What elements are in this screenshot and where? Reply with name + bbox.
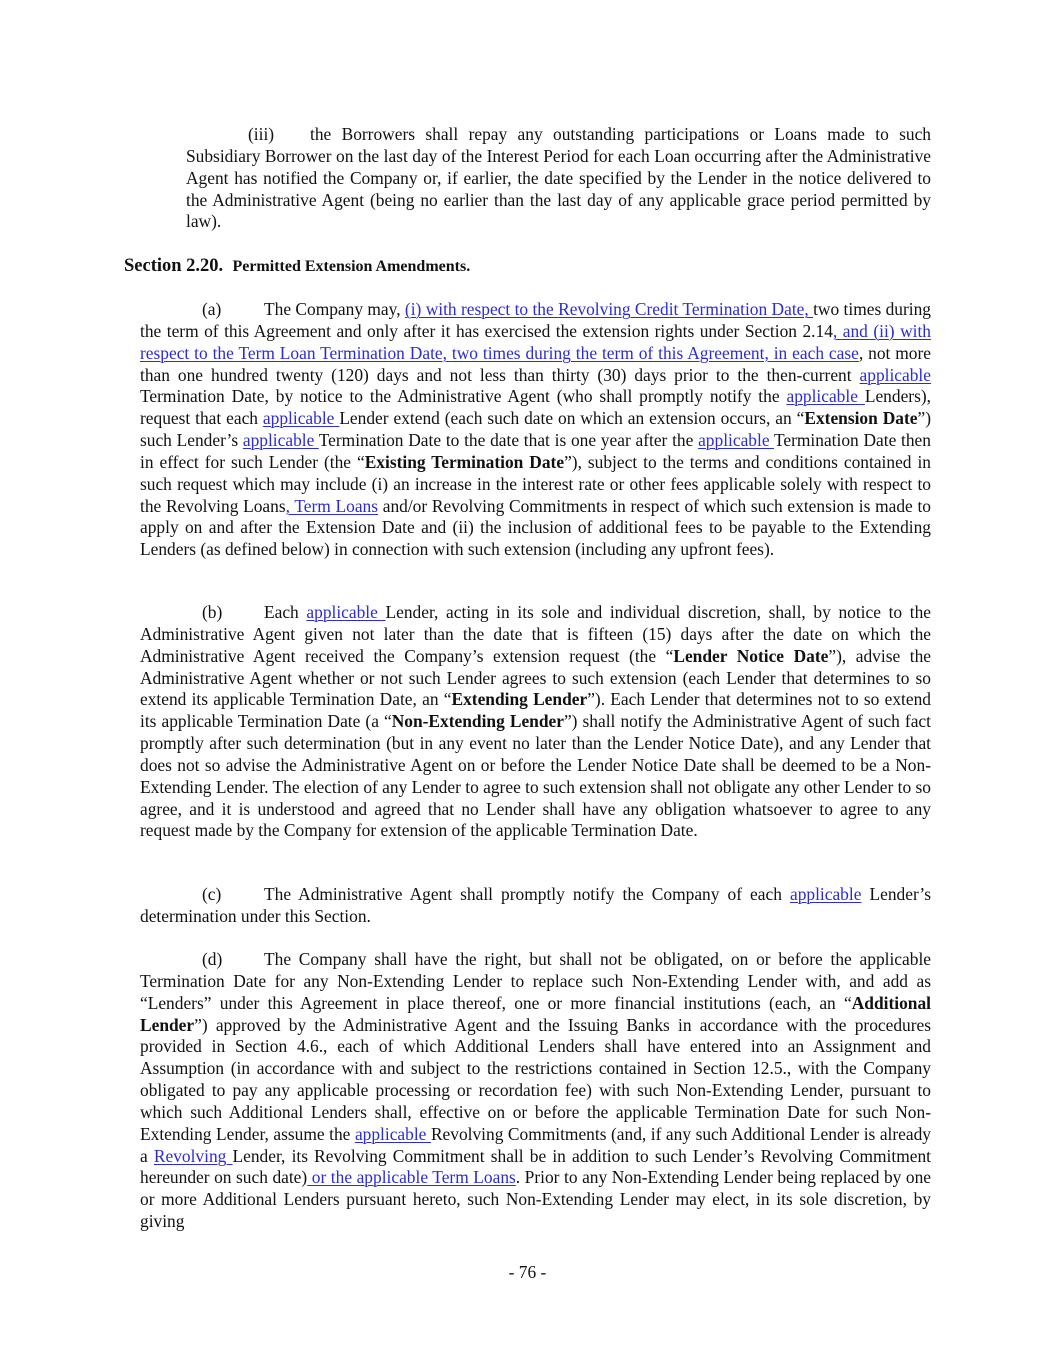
body-text: the Borrowers shall repay any outstanding participations or Loans made to such Subsidiary Borrower on the last day of the Interest Period for each Loan occurring after the Administrative Agent has notified the Company or, if earlier, the date specified by the Lender in the notice delivered to the Administrative Agent (being no earlier than the last day of any applicable grace period permitted by law). (186, 124, 931, 232)
body-text: The Company shall have the right, but shall not be obligated, on or before the applicable Termination Date for any Non-Extending Lender to replace such Non-Extending Lender with, and add as “Lenders” under this Agreement in place thereof, one or more financial institutions (each, an “ (140, 949, 931, 1013)
body-text: ”) such Lender’s (140, 408, 932, 451)
body-text: ”) shall notify the Administrative Agent of such fact promptly after such determination (but in any event no later than the Lender Notice Date), and any Lender that does not so advise the Administrative Agent on or before the Lender Notice Date shall be deemed to be a Non-Extending Lender. The election of any Lender to agree to such extension shall not obligate any other Lender to so agree, and it is understood and agreed that no Lender shall have any obligation whatsoever to agree to any request made by the Company for extension of the applicable Termination Date. (140, 711, 931, 841)
defined-term: Non-Extending Lender (391, 711, 564, 732)
body-text: ”), subject to the terms and conditions contained in such request which may include (i) an increase in the interest rate or other fees applicable solely with respect to the Revolving Loans (140, 451, 931, 516)
inserted-text-link[interactable]: (i) with respect to the Revolving Credit Termination Date, (404, 299, 814, 319)
paragraph-d (140, 949, 931, 1233)
body-text: Lender, acting in its sole and individual discretion, shall, by notice to the Administrative Agent given not later than the date that is fifteen (15) days after the date on which the Administrative Agent received the Company’s extension request (the “ (140, 602, 931, 666)
defined-term: Extending Lender (451, 689, 588, 710)
body-text: Lender extend (each such date on which an extension occurs, an “ (339, 408, 805, 429)
inserted-text-link[interactable]: , Term Loans (285, 495, 379, 516)
body-text: and/or Revolving Commitments in respect of which such extension is made to apply on and after the Extension Date and (ii) the inclusion of additional fees to be payable to the Extending Lenders (as defined below) in connection with such extension (including any upfront fees). (140, 495, 931, 560)
body-text: Lenders), request that each (140, 386, 931, 429)
section-title: Permitted Extension Amendments. (232, 258, 471, 275)
paragraph-label: (d) (202, 949, 223, 969)
inserted-text-link[interactable]: applicable (354, 1123, 431, 1144)
body-text: Lender’s determination under this Section. (140, 884, 931, 926)
body-text: Each (264, 602, 307, 622)
body-text: two times during the term of this Agreement and only after it has exercised the extension rights under Section 2.14 (140, 299, 931, 341)
body-text: . Prior to any Non-Extending Lender being replaced by one or more Additional Lenders pursuant hereto, such Non-Extending Lender may elect, in its sole discretion, by giving (140, 1167, 931, 1232)
body-text: Revolving Commitments (and, if any such Additional Lender is already a (140, 1123, 931, 1166)
section-heading (124, 256, 470, 277)
paragraph-label: (b) (202, 602, 223, 622)
body-text: Lender, its Revolving Commitment shall be in addition to such Lender’s Revolving Commitment hereunder on such date) (140, 1145, 931, 1188)
body-text: The Company may, (264, 299, 405, 319)
body-text: Termination Date to the date that is one year after the (318, 430, 699, 451)
section-number: Section 2.20. (124, 256, 224, 276)
paragraph-iii (186, 124, 931, 233)
inserted-text-link[interactable]: applicable (789, 884, 862, 904)
page-number: - 76 - (508, 1262, 547, 1282)
body-text: ”), advise the Administrative Agent whether or not such Lender agrees to such extension (each Lender that determines to so extend its applicable Termination Date, an “ (140, 645, 931, 710)
defined-term: Existing Termination Date (364, 451, 565, 472)
body-text: Termination Date then in effect for such Lender (the “ (140, 430, 931, 472)
paragraph-label: (c) (202, 884, 222, 904)
body-text: ”). Each Lender that determines not to so extend its applicable Termination Date (a “ (140, 689, 931, 732)
inserted-text-link[interactable]: applicable (786, 386, 865, 407)
body-text: The Administrative Agent shall promptly notify the Company of each (264, 884, 790, 904)
inserted-text-link[interactable]: applicable (242, 430, 319, 451)
inserted-text-link[interactable]: Revolving (153, 1145, 233, 1166)
paragraph-c (140, 884, 931, 928)
inserted-text-link[interactable]: applicable (859, 364, 931, 385)
inserted-text-link[interactable]: applicable (262, 408, 340, 429)
paragraph-a (140, 299, 931, 561)
defined-term: Additional Lender (140, 992, 931, 1035)
defined-term: Extension Date (804, 408, 918, 429)
inserted-text-link[interactable]: applicable (306, 602, 386, 622)
body-text: Termination Date, by notice to the Administrative Agent (who shall promptly notify the (140, 386, 787, 407)
paragraph-label: (a) (202, 299, 222, 319)
body-text: ”) approved by the Administrative Agent and the Issuing Banks in accordance with the procedures provided in Section 4.6., each of which Additional Lenders shall have entered into an Assignment and Assumption (in accordance with and subject to the restrictions contained in Section 12.5., with the Company obligated to pay any applicable processing or recordation fee) with such Non-Extending Lender, pursuant to which such Additional Lenders shall, effective on or before the applicable Termination Date for such Non-Extending Lender, assume the (140, 1014, 931, 1144)
inserted-text-link[interactable]: , and (ii) with respect to the Term Loan Termination Date, two times during the term of this Agreement, in each case (140, 320, 931, 363)
paragraph-label: (iii) (248, 124, 275, 144)
defined-term: Lender Notice Date (673, 645, 829, 666)
inserted-text-link[interactable]: applicable (698, 430, 774, 451)
inserted-text-link[interactable]: or the applicable Term Loans (307, 1167, 516, 1188)
paragraph-b (140, 602, 931, 842)
body-text: , not more than one hundred twenty (120) days and not less than thirty (30) days prior to the then-current (140, 342, 931, 385)
